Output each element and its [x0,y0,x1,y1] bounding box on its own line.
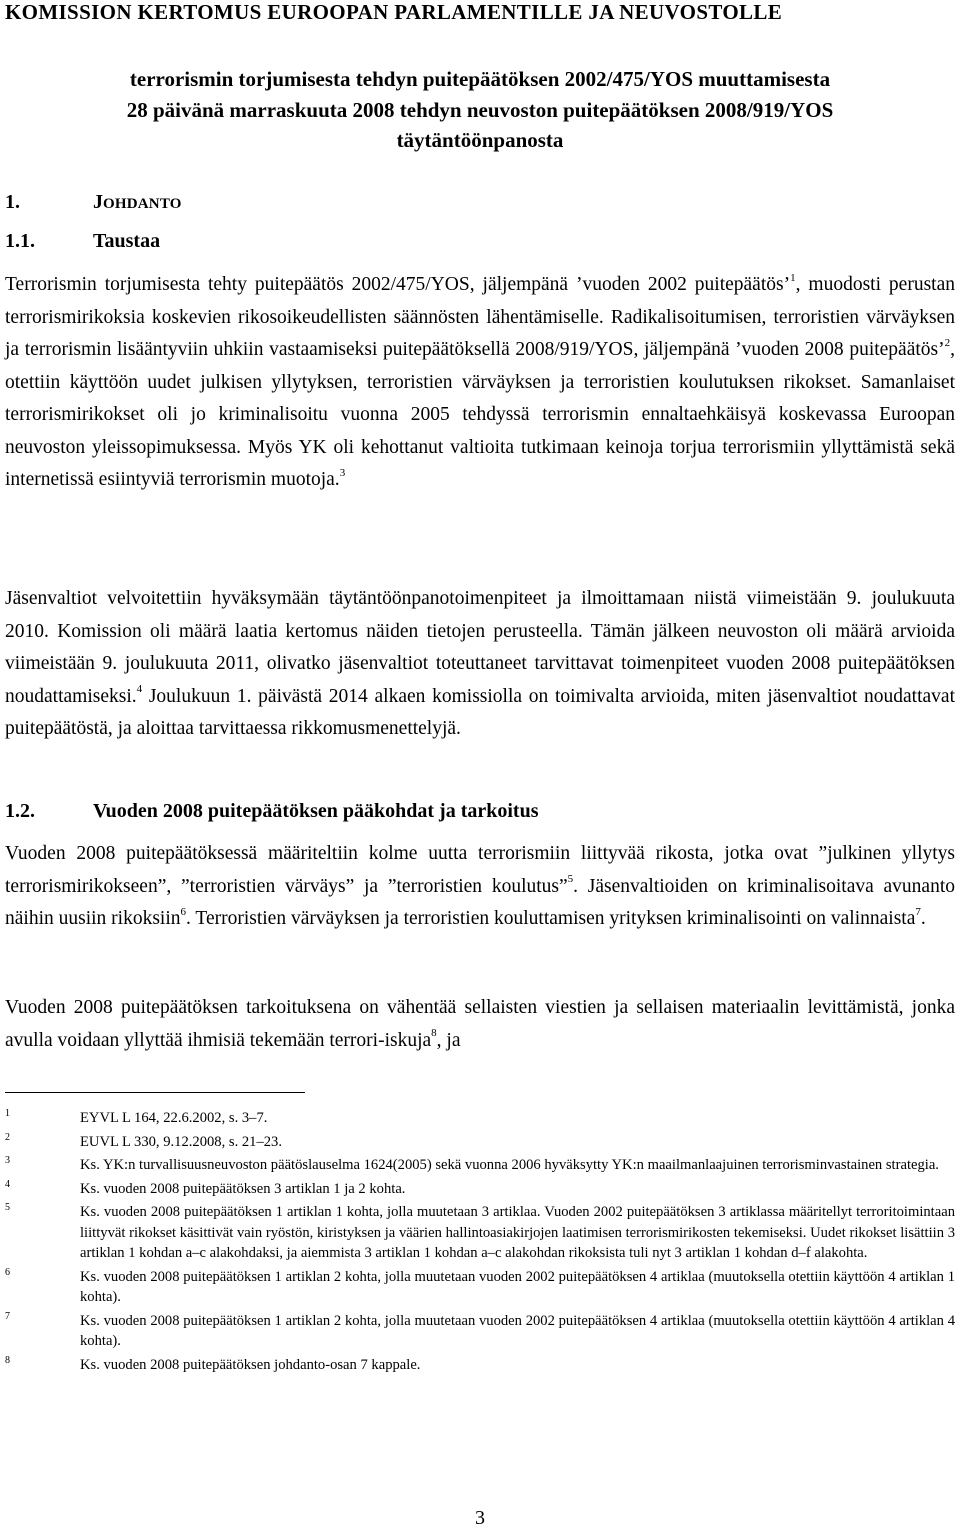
paragraph-text: Vuoden 2008 puitepäätöksen tarkoituksena on vähentää sellaisten viestien ja sellaisen materiaalin levittämistä, jonka avulla voidaan yllyttää ihmisiä tekemään terrori-iskuja [5,997,955,1051]
section-number: 1.2. [5,800,35,822]
footnote-8 [5,1355,955,1376]
section-title: Vuoden 2008 puitepäätöksen pääkohdat ja tarkoitus [93,800,539,822]
footnote-number: 4 [5,1178,10,1190]
footnote-number: 7 [5,1310,10,1322]
footnote-reference[interactable]: 2 [944,336,951,349]
footnote-reference[interactable]: 6 [180,905,186,918]
footnote-7 [5,1311,955,1352]
paragraph-main-points [5,838,955,936]
section-title-initial: J [93,191,103,213]
paragraph-text: Vuoden 2008 puitepäätöksessä määriteltiin kolme uutta terrorismiin liittyvää rikosta, jotka ovat ”julkinen yllytys terrorismirikokseen”, ”terroristien värväys” ja ”terroristien koulutus” [5,843,955,897]
footnote-reference[interactable]: 1 [790,271,796,284]
paragraph-text: , otettiin käyttöön uudet julkisen yllytyksen, terroristien värväyksen ja terroristien koulutuksen rikokset. Samanlaiset terrorismirikokset oli jo kriminalisoitu vuonna 2005 tehdyssä terrorismin ennaltaehkäisyä koskevassa Euroopan neuvoston yleissopimuksessa. Myös YK oli kehottanut valtioita tutkimaan keinoja torjua terrorismiin yllyttämistä sekä internetissä esiintyviä terrorismin muotoja. [5,339,955,490]
footnote-text: EUVL L 330, 9.12.2008, s. 21–23. [80,1133,283,1150]
footnote-number: 5 [5,1202,10,1213]
footnote-text: EYVL L 164, 22.6.2002, s. 3–7. [80,1110,268,1126]
page-number: 3 [475,1507,485,1529]
footnote-text: Ks. vuoden 2008 puitepäätöksen 3 artiklan 1 ja 2 kohta. [80,1180,406,1197]
paragraph-text: Jäsenvaltiot velvoitettiin hyväksymään täytäntöönpanotoimenpiteet ja ilmoittamaan niistä viimeistään 9. joulukuuta 2010. Komission oli määrä laatia kertomus näiden tietojen perusteella. Tämän jälkeen neuvoston oli määrä arvioida viimeistään 9. joulukuuta 2011, olivatko jäsenvaltiot toteuttaneet tarvittavat toimenpiteet vuoden 2008 puitepäätöksen noudattamiseksi. [5,588,955,707]
footnote-text: Ks. vuoden 2008 puitepäätöksen 1 artiklan 1 kohta, jolla muutetaan 3 artiklaa. Vuoden 2002 puitepäätöksen 3 artiklassa määritellyt terroritoimintaan liittyvät rikokset käsittivät vain ryöstön, kiristyksen ja väärien hallintoasiakirjojen laatimisen terrorismirikosten tekemiseksi. Uudet rikokset lisättiin 3 artiklan 1 kohdan a–c alakohdaksi, ja aiemmista 3 artiklan 1 kohdan a–c alakohdan rikoksista tuli nyt 3 artiklan 1 kohdan d–f alakohta. [80,1204,955,1261]
footnote-text: Ks. vuoden 2008 puitepäätöksen johdanto-osan 7 kappale. [80,1356,421,1373]
footnote-reference[interactable]: 4 [136,683,143,695]
footnote-2 [5,1132,955,1153]
paragraph-text: Terrorismin torjumisesta tehty puitepäätös 2002/475/YOS, jäljempänä ’vuoden 2002 puitepäätös’ [5,274,791,295]
footnote-text: Ks. YK:n turvallisuusneuvoston päätöslauselma 1624(2005) sekä vuonna 2006 hyväksytty YK:n maailmanlaajuinen terrorisminvastainen strategia. [80,1157,939,1173]
paragraph-background [5,269,955,497]
paragraph-text: . [920,908,926,929]
footnote-text: Ks. vuoden 2008 puitepäätöksen 1 artiklan 2 kohta, jolla muutetaan vuoden 2002 puitepäätöksen 4 artiklaa (muutoksella otettiin käyttöön 4 artiklan 4 kohta). [80,1312,955,1349]
footnote-reference[interactable]: 8 [431,1027,437,1039]
footnote-4 [5,1179,955,1200]
footnote-number: 6 [5,1266,10,1278]
footnote-number: 8 [5,1354,10,1366]
footnote-reference[interactable]: 5 [567,873,574,885]
paragraph-text: , ja [436,1029,461,1051]
section-title-rest: OHDANTO [103,196,182,212]
paragraph-text: . Terroristien värväyksen ja terroristien kouluttamisen yrityksen kriminalisointi on valinnaista [186,908,916,929]
footnote-6 [5,1267,955,1308]
section-number: 1. [5,191,20,213]
section-number: 1.1. [5,230,35,252]
footnote-reference[interactable]: 7 [915,905,921,918]
footnote-number: 2 [5,1131,10,1143]
paragraph-text: Joulukuun 1. päivästä 2014 alkaen komissiolla on toimivalta arvioida, miten jäsenvaltiot noudattavat puitepäätöstä, ja aloittaa tarvittaessa rikkomusmenettelyjä. [5,685,955,739]
paragraph-purpose [5,992,955,1057]
footnote-5 [5,1202,955,1264]
paragraph-text: . Jäsenvaltioiden on kriminalisoitava avunanto näihin uusiin rikoksiin [5,875,955,929]
section-heading-1 [5,191,182,214]
document-subtitle-line-3: täytäntöönpanosta [396,128,564,152]
footnote-number: 1 [5,1108,10,1119]
paragraph-text: , muodosti perustan terrorismirikoksia koskevien rikosoikeudellisten säännösten lähentämiselle. Radikalisoitumisen, terroristien värväyksen ja terrorismin lisääntyviin uhkiin vastaamiseksi puitepäätöksellä 2008/919/YOS, jäljempänä ’vuoden 2008 puitepäätös’ [5,274,955,360]
footnote-reference[interactable]: 3 [339,466,346,479]
paragraph-implementation [5,583,955,746]
footnote-3 [5,1155,955,1176]
document-title: KOMISSION KERTOMUS EUROOPAN PARLAMENTILLE JA NEUVOSTOLLE [5,0,783,24]
section-title: Taustaa [93,230,161,252]
footnote-text: Ks. vuoden 2008 puitepäätöksen 1 artiklan 2 kohta, jolla muutetaan vuoden 2002 puitepäätöksen 4 artiklaa (muutoksella otettiin käyttöön 4 artiklan 1 kohta). [80,1268,955,1305]
document-subtitle-line-1: terrorismin torjumisesta tehdyn puitepäätöksen 2002/475/YOS muuttamisesta [129,67,831,91]
section-heading-1-1 [5,230,160,253]
section-heading-1-2 [5,800,538,823]
footnote-1 [5,1108,955,1129]
footnotes [5,1108,955,1378]
document-subtitle-line-2: 28 päivänä marraskuuta 2008 tehdyn neuvoston puitepäätöksen 2008/919/YOS [126,98,834,122]
footnote-number: 3 [5,1155,10,1166]
footnote-separator [5,1092,305,1093]
